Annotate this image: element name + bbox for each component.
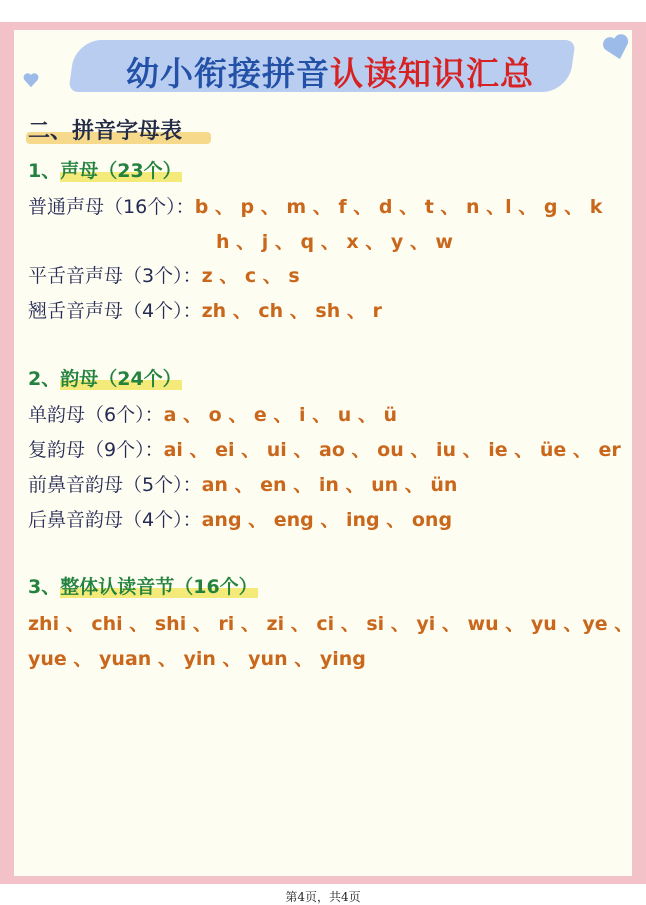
- row-value: an 、 en 、 in 、 un 、 ün: [201, 474, 458, 496]
- row-label: 后鼻音韵母（4个）：: [28, 509, 202, 531]
- row-value: a 、 o 、 e 、 i 、 u 、 ü: [163, 404, 398, 426]
- yunmu-heading-num: 2、: [28, 368, 61, 390]
- row-value: h 、 j 、 q 、 x 、 y 、 w: [216, 231, 453, 253]
- row-value: zhi 、 chi 、 shi 、 ri 、 zi 、 ci 、 si 、 yi 、 wu 、 yu 、ye 、: [28, 613, 634, 635]
- row-label: 复韵母（9个）：: [28, 439, 164, 461]
- yunmu-row-1: [28, 400, 397, 427]
- yunmu-row-3: [28, 470, 457, 497]
- shengmu-heading: [28, 156, 182, 183]
- shengmu-heading-text: 声母（23个）: [60, 160, 182, 182]
- row-label: 前鼻音韵母（5个）：: [28, 474, 202, 496]
- yunmu-row-4: [28, 505, 452, 532]
- zhengti-heading-text: 整体认读音节（16个）: [60, 576, 258, 598]
- section-title: 二、拼音字母表: [28, 119, 183, 144]
- zhengti-heading: [28, 572, 258, 599]
- shengmu-row-3: [28, 261, 300, 288]
- yunmu-heading-text: 韵母（24个）: [60, 368, 182, 390]
- row-label: 翘舌音声母（4个）：: [28, 300, 202, 322]
- title-part-2: 认读知识汇总: [330, 54, 534, 93]
- zhengti-line-1: [28, 609, 633, 636]
- zhengti-heading-num: 3、: [28, 576, 61, 598]
- row-value: b 、 p 、 m 、 f 、 d 、 t 、 n 、l 、 g 、 k: [194, 196, 603, 218]
- row-label: 平舌音声母（3个）：: [28, 265, 202, 287]
- row-label: 普通声母（16个）：: [28, 196, 195, 218]
- heart-icon-left: [22, 72, 40, 88]
- row-value: ang 、 eng 、 ing 、 ong: [201, 509, 453, 531]
- row-label: 单韵母（6个）：: [28, 404, 164, 426]
- page-title: [60, 48, 600, 95]
- row-value: ai 、 ei 、 ui 、 ao 、 ou 、 iu 、 ie 、 üe 、 er: [163, 439, 621, 461]
- heart-icon-right: [602, 32, 632, 62]
- title-part-1: 幼小衔接拼音: [126, 54, 330, 93]
- shengmu-heading-num: 1、: [28, 160, 61, 182]
- shengmu-row-4: [28, 296, 382, 323]
- shengmu-row-1: [28, 192, 602, 219]
- row-value: z 、 c 、 s: [201, 265, 300, 287]
- zhengti-line-2: [28, 644, 366, 671]
- yunmu-row-2: [28, 435, 621, 462]
- page-number: 第4页，共4页: [285, 890, 361, 904]
- row-value: zh 、 ch 、 sh 、 r: [201, 300, 382, 322]
- yunmu-heading: [28, 364, 182, 391]
- row-value: yue 、 yuan 、 yin 、 yun 、 ying: [28, 648, 366, 670]
- shengmu-row-2: [216, 227, 453, 254]
